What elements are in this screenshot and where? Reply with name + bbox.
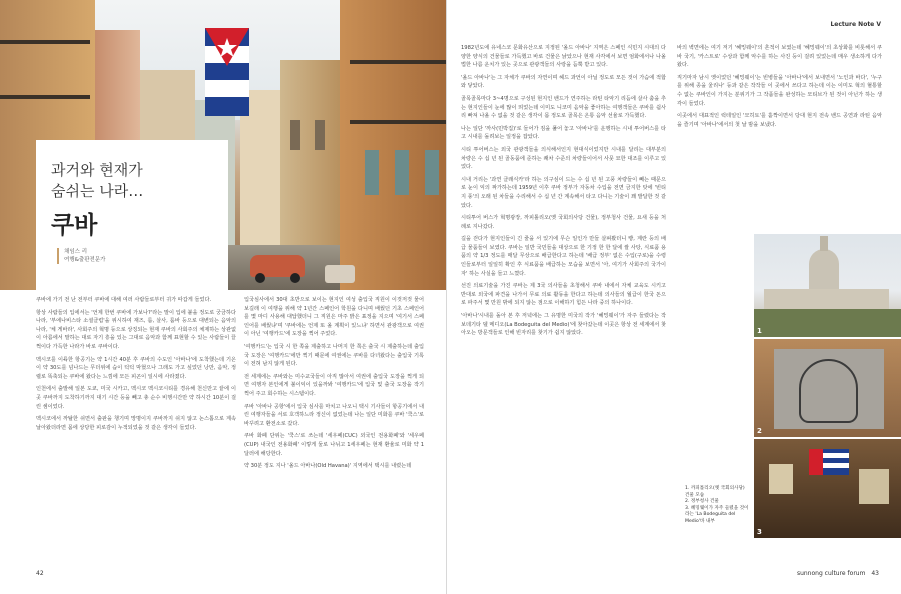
paragraph: 입국심사에서 30대 초반으로 보이는 현지인 여성 출입국 직원이 이것저것 물어보길래 이 여행을 위해 약 1년간 스페인어 학원을 다니며 배웠던 기초 스페인어를 몇 마디 사용해 대답했더니 그 직원은 마주 밝은 표정을 지으며 '여기서 스페인어를 배웠냐'며 '쿠바에는 언제 또 올 계획이 있느냐' 하면서 관광객으로 여권이 아닌 '여행카드'에 도장을 찍어 주었다. xyxy=(244,297,424,338)
paragraph: 바의 벽면에는 여기 저기 '혜밍웨이'의 흔적이 보였는데 '혜밍웨이'의 초상화를 비롯해서 쿠바 국기, '카스트로' 수상과 함께 악수를 하는 사진 등이 걸려 있었는데 매우 생소하게 다가왔다. xyxy=(677,45,882,69)
paragraph: 멕시코에서 까탈한 쉬면서 출판을 챙기며 망명이지 쿠바까지 쉬지 않고 논스톱으로 계속 날아왔더라면 몸에 상당한 피로감이 누적되었을 것 같은 생각이 들었다. xyxy=(36,416,236,431)
government-building-photo xyxy=(754,339,901,437)
paragraph: '여행카드'는 입국 시 한 쪽을 제출하고 나머지 한 쪽은 출국 시 제출하는데 출입국 도장은 '여행카드'에만 찍기 때문에 여권에는 쿠바를 다녀왔다는 출입국 기록이 전혀 남지 않게 된다. xyxy=(244,343,424,368)
paragraph: 쿠바 '아바나 공항'에서 입국 심사를 마치고 나오니 택시 기사들이 항공기에서 내린 여행자들을 서로 호객하느라 정신이 없었는데 나는 일단 미화를 쿠바 '쿡스'로 바꾸려고 환전소로 갔다. xyxy=(244,403,424,427)
photo-number-3: 3 xyxy=(757,528,762,536)
paragraph: '아바나'시내를 돌아 본 후 저녁에는 그 유명한 미국의 작가 '혜밍웨이'가 자주 들렸다는 작 보데기타 델 메디오(La Bodeguita del Medio)'에 찾아갔는데 이곳은 항상 전 세계에서 찾아오는 방문객들로 인해 빈자리를 찾기가 쉽지 않았다. xyxy=(461,313,666,337)
author-byline xyxy=(57,248,184,264)
paragraph: 시티 투어버스는 외국 관광객들을 의식해서인지 현대식이었지만 시내를 달리는 대부분의 차량은 수 십 년 된 골동품에 준하는 쾌차 수준의 차량들이어서 사뭇 묘한 대조를 이루고 있었다. xyxy=(461,146,666,171)
page-number-right: 43 xyxy=(871,570,879,577)
paragraph: 약 30분 정도 지나 '올드 아바나(Old Havana)' 지역에서 택시를 내렸는데 xyxy=(244,463,412,470)
author-role: 여행&출판전문가 xyxy=(64,257,106,263)
paragraph: 1982년도에 유네스코 문화유산으로 지정된 '올드 아바나' 지역은 스페인 식민지 시대의 다양한 양식의 건물들로 가득했고 바로 건물은 낡았으나 현재 사각에서 보면 엄화에서나 나올 법한 나름 운치가 있는 곳으로 관광객들의 사랑을 듬뿍 받고 있다. xyxy=(461,45,666,69)
caption-1: 1. 까피톨리오(옛 국회의사당) 건물 모습 xyxy=(685,486,745,498)
paragraph: 길을 걷다가 현지인들이 긴 줄을 서 있기에 무슨 일인가 만들 살펴봤더니 빵, 계란 등의 배급 물품들이 보였다. 쿠바는 일반 국민들을 대상으로 한 기정 한 한 달에 쌀 사탕, 식료품 용품의 약 1/3 정도를 매달 무상으로 배급한다고 하는데 '배급 정부' 없은 수입(구로)을 수령인들로부터 일일히 확인 후 식료품을 배급하는 모습을 보면서 '아, 여기가 사회주의 국가이자' 하는 사실을 들고 느꼈다. xyxy=(461,236,666,277)
paragraph: 멕시코를 이륙한 항공기는 약 1시간 40분 후 쿠바의 수도인 '아바나'에 도착했는데 기온이 약 30도를 넘나드는 무더위에 습이 턱턱 막혔으나 그래도 가고 싶었던 낭만, 음악, 정렬로 똑축되는 쿠바에 왔다는 느낌에 모든 피곤이 일시에 사라졌다. xyxy=(36,356,236,380)
paragraph: 쿠바에 가기 전 난 전부터 쿠바에 대해 여러 사람들로부터 귀가 따갑게 들었다. xyxy=(36,297,212,303)
paragraph: 인천에서 출발해 일본 도쿄, 미국 시카고, 멕시코 멕시코시티를 경유해 천신만고 끝에 이곳 쿠바까지 도착하기까지 대기 시간 등을 빼고 총 순수 비행시간만 약 하시간 10분이 걸린 셈이었다. xyxy=(36,386,236,410)
title-line-1: 과거와 현재가 xyxy=(51,161,143,179)
paragraph: 나는 일단 '까사(민박집)'로 들어가 짐을 풀어 놓고 '아바나'를 운행하는 시내 투어버스를 타고 시내를 돌려보는 일정을 잡았다. xyxy=(461,125,666,141)
paragraph: 선진 의료기술을 가진 쿠바는 제 3국 의사들을 초청해서 쿠바 내에서 자체 교육도 시키고 반대로 외국에 파견을 나가서 무료 의료 활동을 한다고 하는데 의사들의 월급이 한국 돈으로 파주서 몇 만원 밖에 되지 않는 점으로 이해하기 힘든 나라 중의 하나이다. xyxy=(461,283,666,307)
caption-2: 2. 정부청사 건물 xyxy=(685,499,719,505)
paragraph: 쿠바 화폐 단위는 '쿡스'로 쓰는데 '세우페(CUC) 외국인 전용화폐'와 '세우페(CUP) 내국인 전용화폐' 이렇게 둘로 나뉘고 1세우페는 현재 환율로 미화 약 1달러에 해당한다. xyxy=(244,433,424,457)
left-column-1 xyxy=(36,296,236,436)
left-column-2 xyxy=(244,296,424,475)
paragraph: 항상 사람들의 입에서는 '언제 한번 쿠바에 가보나?'라는 말이 입에 붙을 정도로 궁금하다 나라, '부에나비스타 소셜클럽'을 위시하여 재즈, 룸, 살사, 룸바 등으로 대변되는 음악의 나라, '체 게바라', 사회주의 혁명 등으로 상징되는 현재 쿠바의 사회주의 체제하는 상관없이 아름에서 말하는 대로 자기 흥을 있는 그대로 음악과 함께 표현할 수 있는 사람들이 끌쩍이다 가득한 나라가 바로 쿠바이다. xyxy=(36,309,236,350)
page-footer xyxy=(797,570,879,577)
cuban-flag xyxy=(205,28,249,116)
paragraph: 시내 거리는 '과연 클래식카'라 하는 의구심이 드는 수 십 년 된 고풍 차량들이 빼는 때문으로 눈이 익의 짜가하는데 1959년 이후 쿠바 정부가 자동차 수입을 전면 금지한 탓에 '빈티지 풍'의 오래 된 차들을 수리해서 수 십 년 간 계속해서 타고 다니는 기술이 꽤 발달한 것 같았다. xyxy=(461,176,666,209)
capitol-photo xyxy=(754,234,901,337)
left-page xyxy=(0,0,447,594)
page-number-left: 42 xyxy=(36,570,44,577)
paragraph: '올드 아바나'는 그 자체가 쿠바의 자연이며 헤드 과언이 아닐 정도로 모든 것이 가슴에 적합 와 닿았다. xyxy=(461,74,666,90)
caption-3: 3. 혜밍웨이가 자주 들렸을 것이라는 'La Bodeguita del Medio'바 내부 xyxy=(685,505,749,524)
paragraph: 시티투어 버스가 혁명광장, 까피톨리오(옛 국회의사당 건물), 정부청사 건물, 요새 등을 처례로 지나갔다. xyxy=(461,215,666,230)
footer-label: sunnong culture forum xyxy=(796,570,866,577)
paragraph: 이곳에서 대표적인 럭테일인 '모히토'를 홀짝이면서 당대 현지 전속 밴드 공연과 라틴 음악을 즐기며 '아바나'에서의 첫 날 밤을 보냈다. xyxy=(677,113,882,128)
right-column-2 xyxy=(677,44,882,133)
title-main: 쿠바 xyxy=(51,211,98,239)
paragraph: 전 세계에는 쿠바와는 미수교국들이 아직 많아서 여권에 출입국 도장을 찍게 되면 여행자 본인에게 불이익이 있을까봐 '여행카드'에 입국 및 출국 도장을 작기 찍어 주고 회수하는 시스템이다. xyxy=(244,373,424,397)
right-column-1 xyxy=(461,44,666,342)
photo-number-1: 1 xyxy=(757,327,762,335)
title-line-2: 숨쉬는 나라… xyxy=(51,182,144,200)
photo-number-2: 2 xyxy=(757,427,762,435)
author-name: 채임스 리 xyxy=(64,249,88,255)
paragraph: 골목골목마다 3~4명으로 구성된 현지인 밴드가 연주하는 라틴 타악기 리듬에 살사 춤을 추는 현지인들이 눈에 많이 띄었는데 이미도 니코미 음악을 좋아하는 여행객들은 쿠바를 쉽사리 빠져 나올 수 없을 것 같은 생각이 몸 정도로 골목은 온통 음악 선율로 가득했다. xyxy=(461,95,666,120)
section-header: Lecture Note V xyxy=(830,21,881,28)
right-page xyxy=(449,0,901,594)
bar-interior-photo xyxy=(754,439,901,538)
paragraph: 직기마자 남시 옛이었던 '혜밍웨이'는 빈병들을 '아바나'에서 보내면서 '노인과 바다', '누구를 위해 종을 울리나' 등과 같은 작작들 이 곳에서 쓰다고 하는데 이는 이미도 혁의 혈통할 수 없는 쿠바인이 가지는 분위기가 그 작품들을 완성하는 모티브가 된 것이 아닌가 하는 생각이 들었다. xyxy=(677,74,882,107)
article-title-box xyxy=(36,140,228,290)
photo-captions xyxy=(685,486,749,526)
